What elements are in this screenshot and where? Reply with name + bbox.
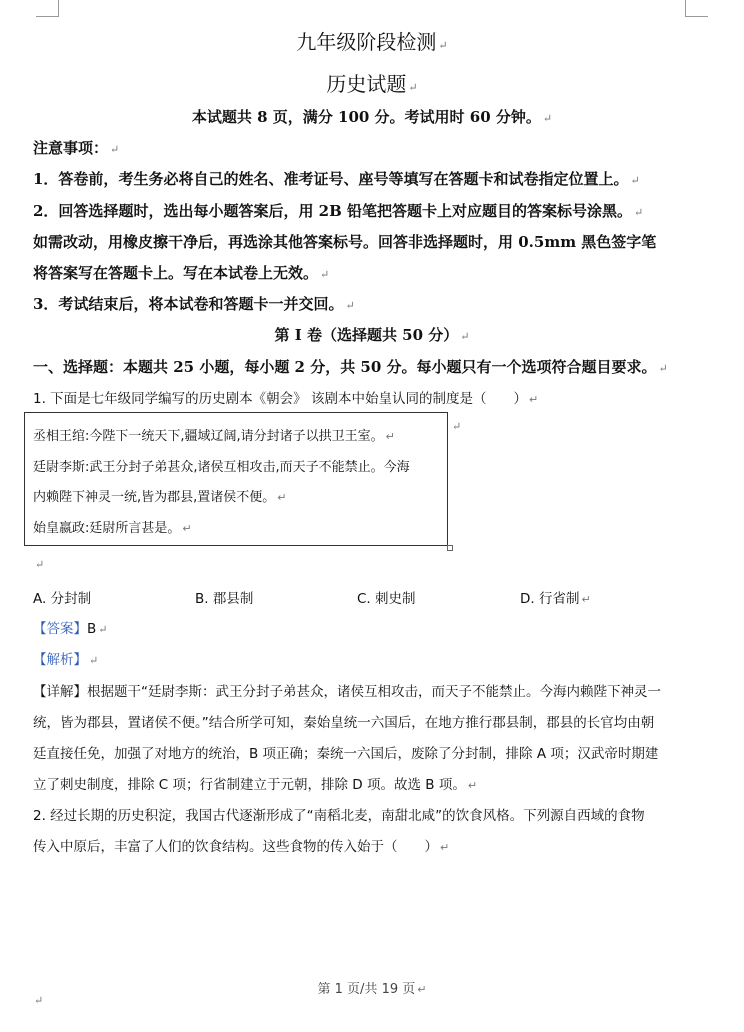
answer-value: B [87, 621, 97, 637]
crop-mark-left [36, 0, 59, 17]
script-line: 廷尉李斯:武王分封子弟甚众,诸侯互相攻击,而天子不能禁止。今海 [33, 460, 410, 475]
question-1-stem: 1. 下面是七年级同学编写的历史剧本《朝会》 该剧本中始皇认同的制度是（ ） ↵ [33, 391, 539, 407]
detail-line: 统，皆为郡县，置诸侯不便。”结合所学可知，秦始皇统一六国后，在地方推行郡县制，郡县的长官均由朝 [33, 715, 655, 731]
question-2-line: 传入中原后，丰富了人们的饮食结构。这些食物的传入始于（ ） ↵ [33, 839, 450, 855]
exam-summary: 本试题共 8 页，满分 100 分。考试用时 60 分钟。 ↵ [191, 108, 553, 126]
notice-item: 如需改动，用橡皮擦干净后，再选涂其他答案标号。回答非选择题时，用 0.5mm 黑色签字笔 [33, 233, 657, 251]
paragraph-mark: ↵ [35, 558, 45, 571]
paragraph-mark: ↵ [182, 522, 192, 535]
paragraph-mark: ↵ [528, 393, 539, 406]
paragraph-mark: ↵ [581, 593, 591, 606]
paragraph-mark: ↵ [460, 330, 470, 343]
detail-line: 【详解】根据题干“廷尉李斯：武王分封子弟甚众，诸侯互相攻击，而天子不能禁止。今海内赖陛下神灵一 [33, 684, 661, 700]
script-line: 始皇嬴政:廷尉所言甚是。 ↵ [33, 521, 192, 536]
paragraph-mark: ↵ [345, 299, 355, 312]
option-d: D. 行省制 ↵ [520, 591, 591, 607]
paragraph-mark: ↵ [440, 841, 450, 854]
paragraph-mark: ↵ [452, 420, 462, 433]
paragraph-mark: ↵ [438, 39, 448, 52]
detail-line: 廷直接任免，加强了对地方的统治，B 项正确；秦统一六国后，废除了分封制，排除 A 项；汉武帝时期建 [33, 746, 659, 762]
paragraph-mark: ↵ [658, 362, 668, 375]
answer-line [33, 617, 107, 637]
notice-item: 将答案写在答题卡上。写在本试卷上无效。 ↵ [33, 264, 330, 282]
paragraph-mark: ↵ [542, 112, 553, 125]
notice-item: 1．答卷前，考生务必将自己的姓名、准考证号、座号等填写在答题卡和试卷指定位置上。 ↵ [33, 170, 640, 188]
subject-title: 历史试题 ↵ [326, 72, 418, 96]
analysis-tag: 【解析】 [33, 652, 87, 668]
paragraph-mark: ↵ [467, 779, 478, 792]
analysis-line [33, 648, 98, 668]
answer-tag: 【答案】 [33, 621, 87, 637]
paragraph-mark: ↵ [634, 206, 644, 219]
page-footer: 第 1 页/共 19 页 ↵ [317, 982, 427, 997]
resize-handle[interactable] [447, 545, 453, 551]
paragraph-mark: ↵ [110, 143, 120, 156]
notice-heading: 注意事项： ↵ [33, 139, 120, 157]
option-c: C. 刺史制 [357, 591, 416, 607]
paragraph-mark: ↵ [89, 654, 99, 667]
option-b: B. 郡县制 [195, 591, 254, 607]
script-text-box [24, 412, 448, 546]
script-line: 内赖陛下神灵一统,皆为郡县,置诸侯不便。 ↵ [33, 490, 287, 505]
paragraph-mark: ↵ [408, 81, 418, 94]
paragraph-mark: ↵ [385, 430, 395, 443]
script-line: 丞相王绾:今陛下一统天下,疆域辽阔,请分封诸子以拱卫王室。 ↵ [33, 429, 395, 444]
detail-line: 立了刺史制度，排除 C 项；行省制建立于元朝，排除 D 项。故选 B 项。 ↵ [33, 777, 478, 793]
crop-mark-right [685, 0, 708, 17]
paragraph-mark: ↵ [417, 983, 427, 996]
notice-item: 2．回答选择题时，选出每小题答案后，用 2B 铅笔把答题卡上对应题目的答案标号涂黑。 ↵ [33, 202, 644, 220]
paragraph-mark: ↵ [320, 268, 330, 281]
exam-title: 九年级阶段检测 ↵ [296, 30, 448, 54]
section-instruction: 一、选择题：本题共 25 小题，每小题 2 分，共 50 分。每小题只有一个选项符合题目要求。 ↵ [33, 358, 668, 376]
notice-item: 3．考试结束后，将本试卷和答题卡一并交回。 ↵ [33, 295, 355, 313]
section-title: 第 I 卷（选择题共 50 分） ↵ [274, 326, 470, 344]
question-2-line: 2. 经过长期的历史积淀，我国古代逐渐形成了“南稻北麦，南甜北咸”的饮食风格。下列源自西域的食物 [33, 808, 645, 824]
option-a: A. 分封制 [33, 591, 92, 607]
paragraph-mark: ↵ [98, 623, 108, 636]
paragraph-mark: ↵ [277, 491, 287, 504]
paragraph-mark: ↵ [34, 994, 44, 1007]
paragraph-mark: ↵ [630, 174, 640, 187]
